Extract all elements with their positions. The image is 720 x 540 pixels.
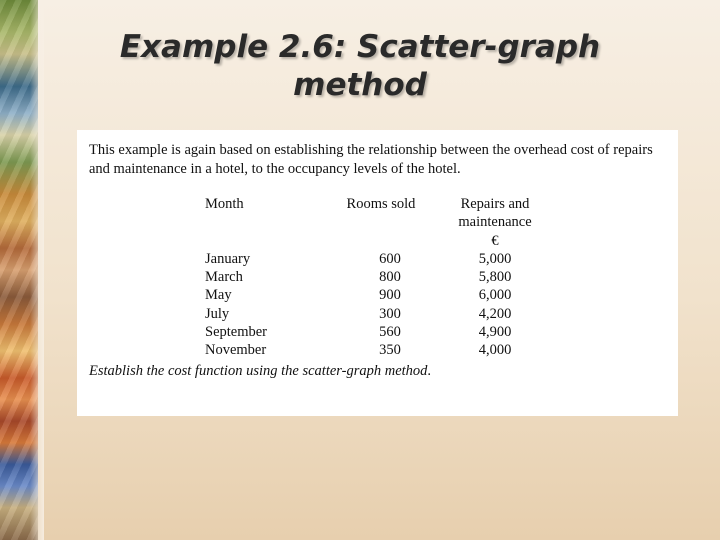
cell-repairs: 4,200 (478, 305, 512, 322)
cell-month: January (205, 250, 251, 267)
cell-rooms-sold: 800 (379, 269, 401, 286)
header-month: Month (205, 196, 244, 212)
instruction-sentence: Establish the cost function using the scatter-graph method (89, 363, 428, 379)
cell-month: November (205, 342, 267, 359)
cell-repairs: 4,900 (478, 324, 512, 341)
table-row (205, 250, 545, 268)
header-repairs-line-1: Repairs and (460, 196, 530, 212)
intro-paragraph: This example is again based on establishing the relationship between the overhead cost of repairs and maintenance in a hotel, to the occupancy levels of the hotel. (89, 142, 653, 177)
header-repairs-maintenance (445, 195, 545, 250)
table-row (205, 286, 545, 304)
table-row (205, 341, 545, 359)
cell-rooms-sold: 900 (379, 287, 401, 304)
cell-month: May (205, 287, 232, 304)
slide-title (60, 28, 660, 104)
photo-strip-fade (30, 0, 44, 540)
cost-data-table (205, 195, 545, 360)
header-repairs-line-2: maintenance (458, 214, 532, 231)
cell-month: July (205, 305, 230, 322)
table-header-row (205, 195, 545, 250)
instruction-period: . (427, 363, 432, 379)
instruction-text (89, 362, 674, 381)
cell-repairs: 4,000 (478, 342, 512, 359)
cell-rooms-sold: 560 (379, 324, 401, 341)
cell-repairs: 5,800 (478, 269, 512, 286)
example-content-box (77, 130, 678, 416)
slide-title-line-2: method (293, 67, 427, 103)
cell-month: September (205, 324, 268, 341)
cell-repairs: 6,000 (478, 287, 512, 304)
table-row (205, 323, 545, 341)
table-row (205, 305, 545, 323)
cell-month: March (205, 269, 243, 286)
header-rooms-sold: Rooms sold (346, 196, 416, 212)
cell-rooms-sold: 300 (379, 305, 401, 322)
slide-title-line-1: Example 2.6: Scatter-graph (119, 29, 601, 65)
cell-rooms-sold: 350 (379, 342, 401, 359)
header-repairs-unit: € (491, 232, 499, 249)
cell-rooms-sold: 600 (379, 250, 401, 267)
cell-repairs: 5,000 (478, 250, 512, 267)
table-row (205, 268, 545, 286)
